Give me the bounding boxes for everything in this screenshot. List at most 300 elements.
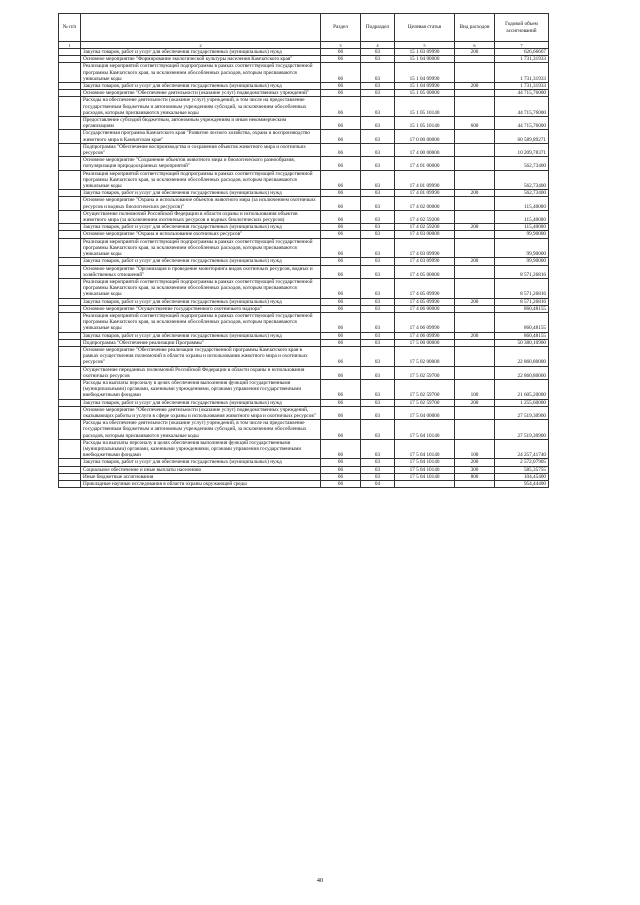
row-num-cell <box>59 439 81 459</box>
row-podrazdel-cell: 04 <box>361 481 395 488</box>
row-name-cell: Закупка товаров, работ и услуг для обеспечения государственных (муниципальных) нужд <box>81 332 321 339</box>
table-row <box>59 312 549 332</box>
row-name-cell: Подпрограмма "Обеспечение реализации Программы" <box>81 339 321 346</box>
row-podrazdel-cell: 03 <box>361 49 395 56</box>
row-num-cell <box>59 90 81 97</box>
table-row <box>59 366 549 379</box>
row-razdel-cell: 06 <box>321 332 361 339</box>
table-row <box>59 481 549 488</box>
row-podrazdel-cell: 03 <box>361 366 395 379</box>
column-number: 6 <box>455 42 495 49</box>
header-podrazdel: Подраздел <box>361 14 395 42</box>
row-name-cell: Основное мероприятие "Обеспечение деятельности (оказание услуг) подведомственных учреждений, оказывающих работы и услуги в сфере охраны и использования животного мира и охотничьих ресурсов" <box>81 406 321 419</box>
row-sum-cell: 954,44400 <box>495 481 549 488</box>
row-num-cell <box>59 481 81 488</box>
table-row <box>59 379 549 399</box>
row-podrazdel-cell: 03 <box>361 473 395 480</box>
row-num-cell <box>59 459 81 466</box>
row-name-cell: Основное мероприятие "Охрана и использование объектов животного мира (за исключением охотничьих ресурсов и водных биологических ресурсов)" <box>81 197 321 210</box>
row-num-cell <box>59 56 81 63</box>
row-vid-cell: 200 <box>455 224 495 231</box>
row-sum-cell: 99,90000 <box>495 258 549 265</box>
row-target-cell: 17 5 00 00000 <box>395 339 455 346</box>
row-num-cell <box>59 143 81 156</box>
row-target-cell: 17 5 02 59700 <box>395 379 455 399</box>
table-row <box>59 56 549 63</box>
row-razdel-cell: 06 <box>321 49 361 56</box>
row-sum-cell: 44 715,76000 <box>495 117 549 130</box>
row-name-cell: Предоставление субсидий бюджетным, автономным учреждениям и иным некоммерческим организациям <box>81 117 321 130</box>
row-podrazdel-cell: 03 <box>361 63 395 83</box>
row-name-cell: Осуществление полномочий Российской Федерации в области охраны и использования объектов животного мира (за исключением охотничьих ресурсов и водных биологических ресурсов) <box>81 210 321 223</box>
row-razdel-cell: 06 <box>321 258 361 265</box>
table-row <box>59 332 549 339</box>
row-sum-cell: 562,73400 <box>495 170 549 190</box>
row-target-cell: 15 1 04 00000 <box>395 56 455 63</box>
row-sum-cell: 104,45400 <box>495 473 549 480</box>
row-razdel-cell: 06 <box>321 97 361 117</box>
row-razdel-cell: 06 <box>321 379 361 399</box>
row-target-cell: 15 1 04 09990 <box>395 83 455 90</box>
row-vid-cell <box>455 238 495 258</box>
row-name-cell: Реализация мероприятий соответствующей подпрограммы в рамках соответствующей государственной программы Камчатского края, за исключением обособленных расходов, которым присваиваются уникальные коды <box>81 63 321 83</box>
row-num-cell <box>59 197 81 210</box>
column-number: 4 <box>361 42 395 49</box>
row-target-cell: 17 5 04 00000 <box>395 406 455 419</box>
row-num-cell <box>59 379 81 399</box>
row-sum-cell: 2 572,07905 <box>495 459 549 466</box>
row-sum-cell: 1 731,31933 <box>495 63 549 83</box>
row-vid-cell: 200 <box>455 83 495 90</box>
row-num-cell <box>59 420 81 440</box>
row-name-cell: Закупка товаров, работ и услуг для обеспечения государственных (муниципальных) нужд <box>81 459 321 466</box>
row-name-cell: Расходы на выплаты персоналу в целях обеспечения выполнения функций государственными (муниципальными) органами, казенными учреждениями, органами управления государственными внебюджетными фондами <box>81 439 321 459</box>
row-vid-cell <box>455 97 495 117</box>
row-razdel-cell: 06 <box>321 466 361 473</box>
row-sum-cell: 99,90000 <box>495 238 549 258</box>
row-target-cell: 17 5 04 10140 <box>395 459 455 466</box>
row-target-cell: 17 4 05 00000 <box>395 265 455 278</box>
row-podrazdel-cell: 03 <box>361 466 395 473</box>
row-num-cell <box>59 63 81 83</box>
row-vid-cell <box>455 366 495 379</box>
row-vid-cell: 200 <box>455 190 495 197</box>
row-target-cell: 17 4 05 09990 <box>395 278 455 298</box>
row-name-cell: Основное мероприятие "Обеспечение деятельности (оказание услуг) подведомственных учреждений" <box>81 90 321 97</box>
row-name-cell: Осуществление переданных полномочий Российской Федерации в области охраны и использования охотничьих ресурсов <box>81 366 321 379</box>
row-sum-cell: 1 255,60000 <box>495 399 549 406</box>
row-name-cell: Основное мероприятие "Формирование экологической культуры населения Камчатского края" <box>81 56 321 63</box>
table-row <box>59 420 549 440</box>
row-razdel-cell: 06 <box>321 278 361 298</box>
row-sum-cell: 860,48155 <box>495 305 549 312</box>
row-podrazdel-cell: 03 <box>361 439 395 459</box>
row-podrazdel-cell: 03 <box>361 339 395 346</box>
row-target-cell: 17 4 00 00000 <box>395 143 455 156</box>
table-row <box>59 83 549 90</box>
row-razdel-cell: 06 <box>321 83 361 90</box>
row-razdel-cell: 06 <box>321 298 361 305</box>
row-sum-cell: 44 715,76000 <box>495 97 549 117</box>
row-vid-cell <box>455 90 495 97</box>
row-sum-cell: 860,48155 <box>495 332 549 339</box>
row-num-cell <box>59 97 81 117</box>
row-target-cell: 17 4 06 09990 <box>395 312 455 332</box>
row-razdel-cell: 06 <box>321 170 361 190</box>
table-row <box>59 339 549 346</box>
row-vid-cell: 200 <box>455 298 495 305</box>
row-name-cell: Закупка товаров, работ и услуг для обеспечения государственных (муниципальных) нужд <box>81 298 321 305</box>
row-sum-cell: 99,90000 <box>495 231 549 238</box>
table-row <box>59 49 549 56</box>
row-target-cell: 17 4 01 09990 <box>395 170 455 190</box>
table-row <box>59 258 549 265</box>
row-name-cell: Закупка товаров, работ и услуг для обеспечения государственных (муниципальных) нужд <box>81 83 321 90</box>
row-razdel-cell: 06 <box>321 210 361 223</box>
row-vid-cell: 300 <box>455 466 495 473</box>
row-name-cell: Закупка товаров, работ и услуг для обеспечения государственных (муниципальных) нужд <box>81 224 321 231</box>
row-podrazdel-cell: 03 <box>361 231 395 238</box>
row-target-cell: 17 5 04 10140 <box>395 473 455 480</box>
table-row <box>59 439 549 459</box>
row-podrazdel-cell: 03 <box>361 170 395 190</box>
row-razdel-cell: 06 <box>321 459 361 466</box>
row-razdel-cell: 06 <box>321 473 361 480</box>
row-num-cell <box>59 258 81 265</box>
row-vid-cell <box>455 312 495 332</box>
row-name-cell: Основное мероприятие "Осуществление государственного охотничьего надзора" <box>81 305 321 312</box>
row-name-cell: Расходы на обеспечение деятельности (оказание услуг) учреждений, в том числе на предоставление государственным бюджетным и автономным учреждениям субсидий, за исключением обособленных расходов, которым присваиваются уникальные коды <box>81 97 321 117</box>
row-name-cell: Подпрограмма "Обеспечение воспроизводства и сохранения объектов животного мира и охотничьих ресурсов" <box>81 143 321 156</box>
page-number: 40 <box>316 877 324 884</box>
row-sum-cell: 562,73400 <box>495 157 549 170</box>
row-target-cell <box>395 481 455 488</box>
row-num-cell <box>59 265 81 278</box>
table-row <box>59 117 549 130</box>
row-razdel-cell: 06 <box>321 238 361 258</box>
row-podrazdel-cell: 03 <box>361 420 395 440</box>
row-podrazdel-cell: 03 <box>361 238 395 258</box>
row-vid-cell: 200 <box>455 49 495 56</box>
row-podrazdel-cell: 03 <box>361 143 395 156</box>
table-row <box>59 210 549 223</box>
row-num-cell <box>59 210 81 223</box>
table-row <box>59 90 549 97</box>
column-number: 7 <box>495 42 549 49</box>
row-podrazdel-cell: 03 <box>361 56 395 63</box>
row-name-cell: Реализация мероприятий соответствующей подпрограммы в рамках соответствующей государственной программы Камчатского края, за исключением обособленных расходов, которым присваиваются уникальные коды <box>81 170 321 190</box>
row-razdel-cell: 06 <box>321 406 361 419</box>
row-sum-cell: 22 860,80000 <box>495 366 549 379</box>
table-row <box>59 231 549 238</box>
row-vid-cell <box>455 210 495 223</box>
row-razdel-cell: 06 <box>321 265 361 278</box>
row-target-cell: 17 4 02 59200 <box>395 224 455 231</box>
budget-table <box>58 13 549 488</box>
row-num-cell <box>59 231 81 238</box>
row-target-cell: 17 5 02 00000 <box>395 346 455 366</box>
row-vid-cell <box>455 143 495 156</box>
row-vid-cell <box>455 130 495 143</box>
row-podrazdel-cell: 03 <box>361 224 395 231</box>
row-vid-cell <box>455 170 495 190</box>
row-target-cell: 17 0 00 00000 <box>395 130 455 143</box>
table-row <box>59 63 549 83</box>
row-razdel-cell: 06 <box>321 339 361 346</box>
table-row <box>59 170 549 190</box>
row-num-cell <box>59 473 81 480</box>
row-name-cell: Расходы на обеспечение деятельности (оказание услуг) учреждений, в том числе на предоставление государственным бюджетным и автономным учреждениям субсидий, за исключением обособленных расходов, которым присваиваются уникальные коды <box>81 420 321 440</box>
row-num-cell <box>59 224 81 231</box>
row-podrazdel-cell: 03 <box>361 278 395 298</box>
row-razdel-cell: 06 <box>321 56 361 63</box>
row-num-cell <box>59 406 81 419</box>
row-razdel-cell: 06 <box>321 157 361 170</box>
row-podrazdel-cell: 03 <box>361 298 395 305</box>
row-num-cell <box>59 366 81 379</box>
row-target-cell: 17 4 01 00000 <box>395 157 455 170</box>
row-name-cell: Реализация мероприятий соответствующей подпрограммы в рамках соответствующей государственной программы Камчатского края, за исключением обособленных расходов, которым присваиваются уникальные коды <box>81 238 321 258</box>
row-podrazdel-cell: 03 <box>361 312 395 332</box>
row-sum-cell: 60 589,89271 <box>495 130 549 143</box>
row-name-cell: Основное мероприятие "Сохранение объектов животного мира и биологического разнообразия, популяризация природоохранных мероприятий" <box>81 157 321 170</box>
row-vid-cell <box>455 420 495 440</box>
row-sum-cell: 585,35755 <box>495 466 549 473</box>
row-podrazdel-cell: 03 <box>361 406 395 419</box>
table-row <box>59 399 549 406</box>
row-target-cell: 17 4 06 09990 <box>395 332 455 339</box>
row-razdel-cell: 06 <box>321 366 361 379</box>
row-sum-cell: 115,40000 <box>495 197 549 210</box>
row-sum-cell: 115,40000 <box>495 210 549 223</box>
row-razdel-cell: 06 <box>321 130 361 143</box>
row-podrazdel-cell: 03 <box>361 117 395 130</box>
table-row <box>59 190 549 197</box>
row-name-cell: Социальное обеспечение и иные выплаты населению <box>81 466 321 473</box>
row-vid-cell <box>455 265 495 278</box>
row-vid-cell <box>455 339 495 346</box>
row-razdel-cell: 06 <box>321 143 361 156</box>
row-vid-cell <box>455 406 495 419</box>
row-vid-cell <box>455 278 495 298</box>
row-vid-cell <box>455 231 495 238</box>
table-row <box>59 473 549 480</box>
row-podrazdel-cell: 03 <box>361 90 395 97</box>
row-name-cell: Государственная программа Камчатского края "Развитие лесного хозяйства, охрана и воспроизводство животного мира в Камчатском крае" <box>81 130 321 143</box>
row-razdel-cell: 06 <box>321 117 361 130</box>
row-name-cell: Закупка товаров, работ и услуг для обеспечения государственных (муниципальных) нужд <box>81 258 321 265</box>
row-target-cell: 15 1 05 00000 <box>395 90 455 97</box>
row-vid-cell: 600 <box>455 117 495 130</box>
row-name-cell: Закупка товаров, работ и услуг для обеспечения государственных (муниципальных) нужд <box>81 49 321 56</box>
row-sum-cell: 1 731,31933 <box>495 56 549 63</box>
row-num-cell <box>59 466 81 473</box>
row-vid-cell: 200 <box>455 459 495 466</box>
row-vid-cell: 100 <box>455 439 495 459</box>
table-row <box>59 406 549 419</box>
row-num-cell <box>59 130 81 143</box>
row-target-cell: 15 1 04 09990 <box>395 63 455 83</box>
row-num-cell <box>59 49 81 56</box>
row-num-cell <box>59 312 81 332</box>
row-num-cell <box>59 298 81 305</box>
row-podrazdel-cell: 03 <box>361 157 395 170</box>
header-row <box>59 14 549 42</box>
header-sum: Годовой объем ассигнований <box>495 14 549 42</box>
header-name <box>81 14 321 42</box>
row-sum-cell: 8 571,26816 <box>495 278 549 298</box>
row-podrazdel-cell: 03 <box>361 83 395 90</box>
row-num-cell <box>59 346 81 366</box>
row-podrazdel-cell: 03 <box>361 332 395 339</box>
row-razdel-cell: 06 <box>321 197 361 210</box>
table-row <box>59 265 549 278</box>
table-row <box>59 238 549 258</box>
row-vid-cell: 200 <box>455 258 495 265</box>
row-razdel-cell: 06 <box>321 439 361 459</box>
row-podrazdel-cell: 03 <box>361 399 395 406</box>
row-podrazdel-cell: 03 <box>361 97 395 117</box>
row-podrazdel-cell: 03 <box>361 305 395 312</box>
row-razdel-cell: 06 <box>321 399 361 406</box>
row-name-cell: Расходы на выплаты персоналу в целях обеспечения выполнения функций государственными (муниципальными) органами, казенными учреждениями, органами управления государственными внебюджетными фондами <box>81 379 321 399</box>
row-target-cell: 17 4 02 00000 <box>395 197 455 210</box>
row-vid-cell <box>455 197 495 210</box>
row-sum-cell: 1 731,31933 <box>495 83 549 90</box>
row-target-cell: 17 5 04 10140 <box>395 420 455 440</box>
row-target-cell: 17 4 03 09990 <box>395 238 455 258</box>
row-target-cell: 17 4 03 09990 <box>395 258 455 265</box>
row-name-cell: Основное мероприятие "Охрана и использование охотничьих ресурсов" <box>81 231 321 238</box>
row-vid-cell <box>455 56 495 63</box>
row-name-cell: Прикладные научные исследования в области охраны окружающей среды <box>81 481 321 488</box>
header-razdel: Раздел <box>321 14 361 42</box>
row-razdel-cell: 06 <box>321 63 361 83</box>
row-sum-cell: 8 571,26816 <box>495 298 549 305</box>
row-podrazdel-cell: 03 <box>361 459 395 466</box>
row-razdel-cell: 06 <box>321 346 361 366</box>
row-sum-cell: 8 571,26816 <box>495 265 549 278</box>
row-vid-cell <box>455 481 495 488</box>
row-name-cell: Основное мероприятие "Обеспечение реализации государственной программы Камчатского края в рамках осуществления полномочий в области охраны и использования животного мира и охотничьих ресурсов" <box>81 346 321 366</box>
row-target-cell: 17 4 01 09990 <box>395 190 455 197</box>
row-target-cell: 15 1 03 09990 <box>395 49 455 56</box>
row-razdel-cell: 06 <box>321 312 361 332</box>
table-row <box>59 298 549 305</box>
header-vid: Вид расходов <box>455 14 495 42</box>
row-razdel-cell: 06 <box>321 90 361 97</box>
row-sum-cell: 10 209,78371 <box>495 143 549 156</box>
row-vid-cell <box>455 157 495 170</box>
table-row <box>59 278 549 298</box>
header-num: № п/п <box>59 14 81 42</box>
row-podrazdel-cell: 03 <box>361 190 395 197</box>
row-num-cell <box>59 278 81 298</box>
row-num-cell <box>59 332 81 339</box>
row-razdel-cell: 06 <box>321 481 361 488</box>
column-number: 3 <box>321 42 361 49</box>
row-target-cell: 17 5 04 10140 <box>395 466 455 473</box>
row-num-cell <box>59 339 81 346</box>
row-podrazdel-cell: 03 <box>361 379 395 399</box>
column-number: 1 <box>59 42 81 49</box>
row-podrazdel-cell: 03 <box>361 346 395 366</box>
row-name-cell: Реализация мероприятий соответствующей подпрограммы в рамках соответствующей государственной программы Камчатского края, за исключением обособленных расходов, которым присваиваются уникальные коды <box>81 312 321 332</box>
row-sum-cell: 860,48155 <box>495 312 549 332</box>
row-podrazdel-cell: 03 <box>361 210 395 223</box>
table-row <box>59 130 549 143</box>
row-sum-cell: 24 257,41740 <box>495 439 549 459</box>
row-sum-cell: 22 860,80000 <box>495 346 549 366</box>
row-num-cell <box>59 83 81 90</box>
row-podrazdel-cell: 03 <box>361 258 395 265</box>
row-sum-cell: 562,73400 <box>495 190 549 197</box>
row-num-cell <box>59 399 81 406</box>
table-row <box>59 459 549 466</box>
row-target-cell: 17 4 05 09990 <box>395 298 455 305</box>
table-row <box>59 143 549 156</box>
row-vid-cell <box>455 346 495 366</box>
row-sum-cell: 115,40000 <box>495 224 549 231</box>
row-razdel-cell: 06 <box>321 420 361 440</box>
row-sum-cell: 626,66667 <box>495 49 549 56</box>
row-name-cell: Реализация мероприятий соответствующей подпрограммы в рамках соответствующей государственной программы Камчатского края, за исключением обособленных расходов, которым присваиваются уникальные коды <box>81 278 321 298</box>
table-row <box>59 97 549 117</box>
row-razdel-cell: 06 <box>321 305 361 312</box>
column-number: 5 <box>395 42 455 49</box>
table-body <box>59 49 549 488</box>
row-target-cell: 15 1 05 10140 <box>395 97 455 117</box>
row-target-cell: 17 5 02 59700 <box>395 366 455 379</box>
row-target-cell: 15 1 05 10140 <box>395 117 455 130</box>
row-vid-cell <box>455 305 495 312</box>
row-sum-cell: 21 605,20000 <box>495 379 549 399</box>
row-sum-cell: 50 380,10900 <box>495 339 549 346</box>
row-target-cell: 17 5 02 59700 <box>395 399 455 406</box>
row-vid-cell: 200 <box>455 399 495 406</box>
row-name-cell: Иные бюджетные ассигнования <box>81 473 321 480</box>
row-sum-cell: 27 519,30900 <box>495 420 549 440</box>
table-row <box>59 466 549 473</box>
table-row <box>59 197 549 210</box>
row-vid-cell <box>455 63 495 83</box>
row-podrazdel-cell: 03 <box>361 130 395 143</box>
row-target-cell: 17 4 02 59200 <box>395 210 455 223</box>
row-razdel-cell: 06 <box>321 231 361 238</box>
row-vid-cell: 200 <box>455 332 495 339</box>
budget-page <box>58 13 548 488</box>
row-num-cell <box>59 305 81 312</box>
row-num-cell <box>59 238 81 258</box>
row-name-cell: Основное мероприятие "Организация и проведение мониторинга видов охотничьих ресурсов, водных и хозяйственных отношений" <box>81 265 321 278</box>
row-name-cell: Закупка товаров, работ и услуг для обеспечения государственных (муниципальных) нужд <box>81 190 321 197</box>
row-target-cell: 17 4 03 00000 <box>395 231 455 238</box>
row-target-cell: 17 5 04 10140 <box>395 439 455 459</box>
row-sum-cell: 27 519,30900 <box>495 406 549 419</box>
table-row <box>59 157 549 170</box>
row-num-cell <box>59 190 81 197</box>
row-vid-cell: 100 <box>455 379 495 399</box>
row-podrazdel-cell: 03 <box>361 265 395 278</box>
row-sum-cell: 44 715,76000 <box>495 90 549 97</box>
header-target: Целевая статья <box>395 14 455 42</box>
column-number-row <box>59 42 549 49</box>
row-num-cell <box>59 117 81 130</box>
row-num-cell <box>59 157 81 170</box>
row-razdel-cell: 06 <box>321 224 361 231</box>
row-vid-cell: 800 <box>455 473 495 480</box>
row-name-cell: Закупка товаров, работ и услуг для обеспечения государственных (муниципальных) нужд <box>81 399 321 406</box>
